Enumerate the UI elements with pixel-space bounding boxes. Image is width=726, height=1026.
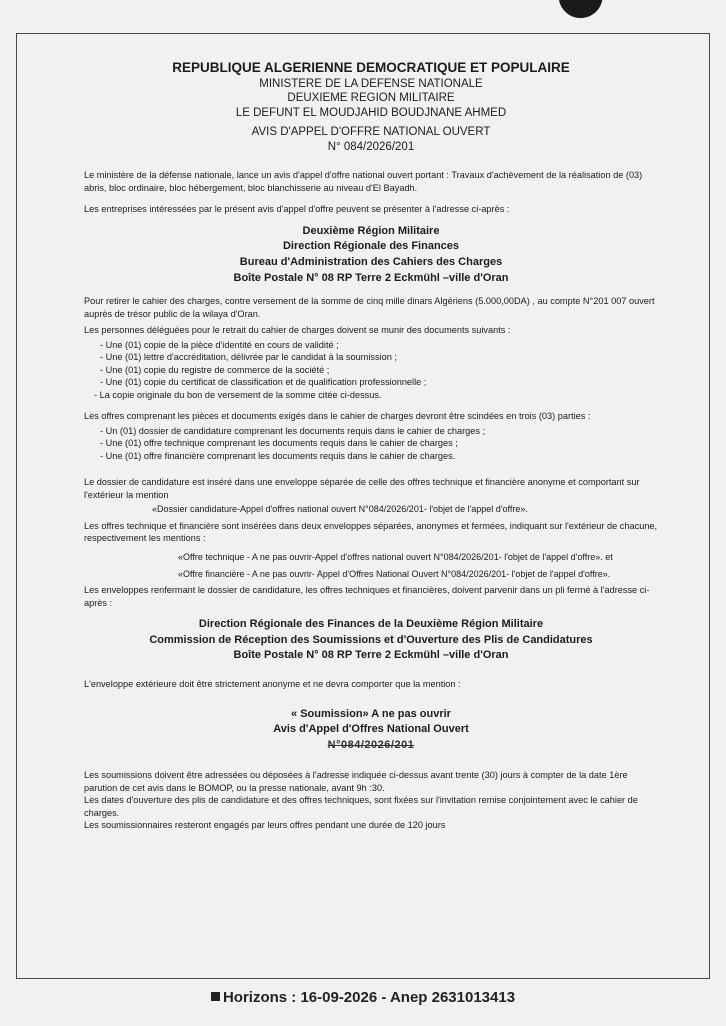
retrieval-address xyxy=(84,224,658,286)
mention-line: Avis d'Appel d'Offres National Ouvert xyxy=(273,723,469,736)
address-line: Boîte Postale N° 08 RP Terre 2 Eckmühl –ville d'Oran xyxy=(233,271,509,284)
envelopes-paragraph: Les enveloppes renfermant le dossier de candidature, les offres techniques et financières, doivent parvenir dans un pli fermé à l'adresse ci-après : xyxy=(84,585,650,608)
technical-financial-paragraph: Les offres technique et financière sont insérées dans deux enveloppes séparées, anonymes et fermées, indiquant sur l'extérieur de chacune, respectivement les mentions : xyxy=(84,520,658,544)
address-line: Bureau d'Administration des Cahiers des Charges xyxy=(239,256,503,268)
dossier-paragraph: Le dossier de candidature est inséré dans une enveloppe séparée de celle des offres technique et financière anonyme et comportant sur l'extérieur la mention xyxy=(84,477,640,500)
list-item: - Un (01) dossier de candidature comprenant les documents requis dans le cahier de charges ; xyxy=(100,425,486,436)
address-line: Boîte Postale N° 08 RP Terre 2 Eckmühl –ville d'Oran xyxy=(233,649,509,662)
delegated-documents-list xyxy=(94,339,658,402)
mention-line: N°084/2026/201 xyxy=(327,738,415,751)
outer-envelope-paragraph: L'enveloppe extérieure doit être strictement anonyme et ne devra comporter que la mention : xyxy=(84,679,461,690)
mention-line: « Soumission» A ne pas ouvrir xyxy=(291,707,451,720)
ministry-line: MINISTERE DE LA DEFENSE NATIONALE xyxy=(259,77,483,90)
address-line: Direction Régionale des Finances de la Deuxième Région Militaire xyxy=(198,618,544,631)
closing-paragraph-2: Les dates d'ouverture des plis de candidature et des offres techniques, sont fixées sur l'invitation remise conjointement avec le cahier de charges. xyxy=(84,795,638,818)
submission-address xyxy=(84,617,658,664)
list-item: - La copie originale du bon de versement de la somme citée ci-dessus. xyxy=(94,389,382,400)
list-item: - Une (01) copie de la pièce d'identité en cours de validité ; xyxy=(100,339,339,350)
envelope-mention xyxy=(84,707,658,754)
notice-header xyxy=(84,59,658,155)
publication-footer xyxy=(0,983,726,1013)
region-line: DEUXIEME REGION MILITAIRE xyxy=(287,92,455,105)
retrieval-paragraph: Pour retirer le cahier des charges, contre versement de la somme de cinq mille dinars Algériens (5.000,00DA) , au compte N°201 007 ouvert auprès de trésor public de la wilaya d'Oran. xyxy=(84,296,655,319)
ink-blot xyxy=(559,0,606,21)
offers-parts-list xyxy=(100,425,658,463)
delegated-intro: Les personnes déléguées pour le retrait du cahier de charges doivent se munir des documents suivants : xyxy=(84,325,511,336)
intro-paragraph-2: Les entreprises intéressées par le présent avis d'appel d'offre peuvent se présenter à l'adresse ci-après : xyxy=(84,204,510,215)
republic-title: REPUBLIQUE ALGERIENNE DEMOCRATIQUE ET POPULAIRE xyxy=(172,60,570,75)
list-item: - Une (01) copie du certificat de classification et de qualification professionnelle ; xyxy=(100,377,427,388)
technical-mention: «Offre technique - A ne pas ouvrir-Appel d'offres national ouvert N°084/2026/201- l'objet de l'appel d'offre». et xyxy=(178,551,613,562)
intro-paragraph: Le ministère de la défense nationale, lance un avis d'appel d'offre national ouvert portant : Travaux d'achèvement de la réalisation de (03) abris, bloc ordinaire, bloc hébergement, bloc blanchisserie au niveau d'El Bayadh. xyxy=(84,170,643,193)
list-item: - Une (01) offre financière comprenant les documents requis dans le cahier de charges. xyxy=(100,450,456,461)
square-bullet-icon xyxy=(211,992,220,1001)
offers-intro: Les offres comprenant les pièces et documents exigés dans le cahier de charges devront être scindées en trois (03) parties : xyxy=(84,411,591,422)
list-item: - Une (01) offre technique comprenant les documents requis dans le cahier de charges ; xyxy=(100,438,458,449)
financial-mention: «Offre financière - A ne pas ouvrir- Appel d'Offres National Ouvert N°084/2026/201- l'objet de l'appel d'offre». xyxy=(178,568,611,579)
dossier-mention: «Dossier candidature-Appel d'offres national ouvert N°084/2026/201- l'objet de l'appel d'offre». xyxy=(152,504,528,515)
notice-content xyxy=(84,59,658,832)
notice-number: N° 084/2026/201 xyxy=(327,141,415,154)
footer-text: Horizons : 16-09-2026 - Anep 2631013413 xyxy=(222,989,516,1006)
address-line: Deuxième Région Militaire xyxy=(302,224,440,237)
closing-paragraph-3: Les soumissionnaires resteront engagés par leurs offres pendant une durée de 120 jours xyxy=(84,820,446,831)
dedication-line: LE DEFUNT EL MOUDJAHID BOUDJNANE AHMED xyxy=(235,107,507,120)
notice-title: AVIS D'APPEL D'OFFRE NATIONAL OUVERT xyxy=(251,126,491,139)
address-line: Direction Régionale des Finances xyxy=(282,240,460,253)
list-item: - Une (01) copie du registre de commerce de la société ; xyxy=(100,364,330,375)
address-line: Commission de Réception des Soumissions et d'Ouverture des Plis de Candidatures xyxy=(149,633,593,646)
list-item: - Une (01) lettre d'accréditation, délivrée par le candidat à la soumission ; xyxy=(100,352,397,363)
closing-paragraph-1: Les soumissions doivent être adressées ou déposées à l'adresse indiquée ci-dessus avant trente (30) jours à compter de la date 1ère parution de cet avis dans le BOMOP, ou la presse nationale, avant 9h :30. xyxy=(84,770,628,793)
